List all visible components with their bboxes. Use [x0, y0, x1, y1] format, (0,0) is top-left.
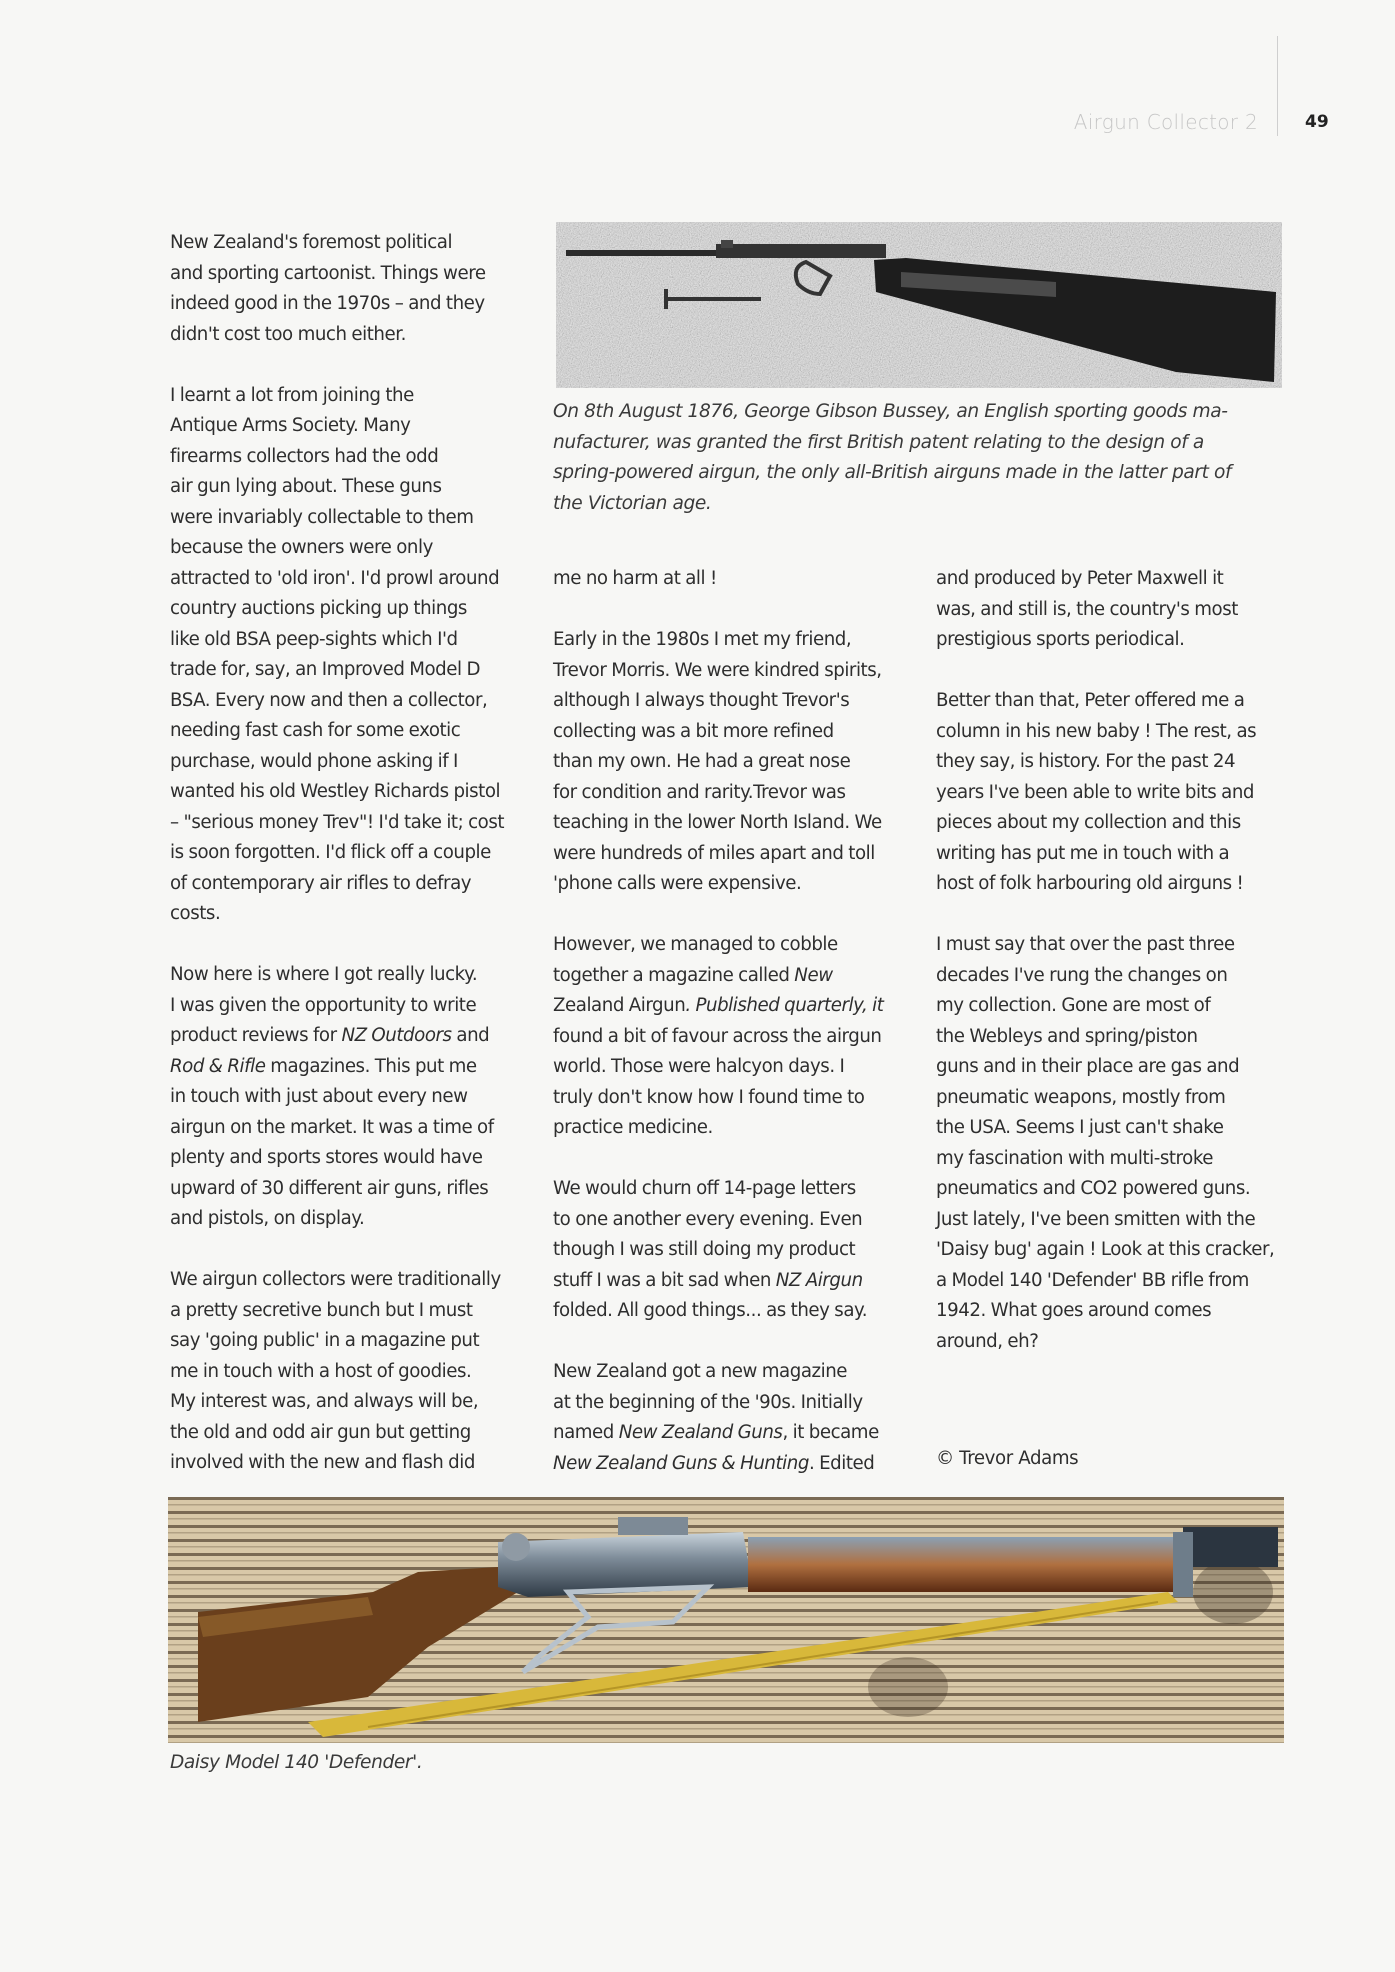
- text-line: I must say that over the past three: [936, 934, 1235, 955]
- text-line: plenty and sports stores would have: [170, 1147, 483, 1168]
- paragraph: [170, 381, 530, 930]
- paragraph: [936, 930, 1296, 1357]
- text-line: were hundreds of miles apart and toll: [553, 842, 875, 864]
- text-line: 'phone calls were expensive.: [553, 873, 802, 894]
- text-line: say 'going public' in a magazine put: [170, 1330, 480, 1351]
- text-line: purchase, would phone asking if I: [170, 750, 458, 772]
- text-line: indeed good in the 1970s – and they: [170, 293, 485, 314]
- text-line: world. Those were halcyon days. I: [553, 1056, 845, 1077]
- text-line: in touch with just about every new: [170, 1086, 468, 1107]
- header-divider: [1277, 36, 1278, 136]
- italic-title: Rod & Rifle: [170, 1055, 266, 1077]
- text-line: a Model 140 'Defender' BB rifle from: [936, 1269, 1249, 1291]
- text-line: truly don't know how I found time to: [553, 1086, 865, 1108]
- text-line: 'Daisy bug' again ! Look at this cracker,: [936, 1239, 1275, 1260]
- text-line: We airgun collectors were traditionally: [170, 1269, 501, 1290]
- text-line: host of folk harbouring old airguns !: [936, 873, 1244, 894]
- text-line: my fascination with multi-stroke: [936, 1147, 1214, 1169]
- text-line: stuff I was a bit sad when NZ Airgun: [553, 1269, 863, 1291]
- bussey-airgun-photo: [556, 222, 1282, 388]
- text-line: me in touch with a host of goodies.: [170, 1360, 472, 1382]
- text-line: pieces about my collection and this: [936, 812, 1241, 833]
- text-line: airgun on the market. It was a time of: [170, 1116, 494, 1138]
- text-line: Better than that, Peter offered me a: [936, 690, 1245, 711]
- text-line: and sporting cartoonist. Things were: [170, 262, 486, 284]
- caption-line: nufacturer, was granted the first British patent relating to the design of a: [553, 431, 1204, 453]
- text-line: Zealand Airgun. Published quarterly, it: [553, 995, 884, 1016]
- text-line: wanted his old Westley Richards pistol: [170, 781, 501, 802]
- text-line: though I was still doing my product: [553, 1239, 856, 1260]
- text-line: Early in the 1980s I met my friend,: [553, 629, 852, 650]
- text-line: at the beginning of the '90s. Initially: [553, 1391, 863, 1413]
- text-line: around, eh?: [936, 1330, 1039, 1352]
- paragraph: [553, 564, 913, 595]
- text-line: found a bit of favour across the airgun: [553, 1025, 882, 1047]
- caption-line: On 8th August 1876, George Gibson Bussey, an English sporting goods ma-: [553, 401, 1228, 422]
- running-title: Airgun Collector 2: [1073, 110, 1258, 134]
- text-line: the old and odd air gun but getting: [170, 1421, 471, 1443]
- top-figure-caption: [553, 397, 1293, 519]
- article-column-3: [936, 564, 1296, 1388]
- text-line: teaching in the lower North Island. We: [553, 812, 882, 833]
- daisy-rifle-icon: [168, 1497, 1284, 1743]
- text-line: upward of 30 different air guns, rifles: [170, 1177, 489, 1199]
- text-line: 1942. What goes around comes: [936, 1300, 1212, 1321]
- text-line: involved with the new and flash did: [170, 1452, 475, 1473]
- italic-title: New Zealand Guns: [618, 1422, 783, 1443]
- text-line: and produced by Peter Maxwell it: [936, 568, 1224, 589]
- text-line: although I always thought Trevor's: [553, 690, 850, 711]
- italic-title: New Zealand Guns & Hunting: [553, 1452, 809, 1474]
- text-line: of contemporary air rifles to defray: [170, 872, 472, 894]
- text-line: – "serious money Trev"! I'd take it; cost: [170, 811, 505, 833]
- bottom-figure-caption: Daisy Model 140 'Defender'.: [170, 1752, 423, 1773]
- text-line: column in his new baby ! The rest, as: [936, 720, 1257, 742]
- text-line: me no harm at all !: [553, 568, 717, 589]
- text-line: because the owners were only: [170, 537, 433, 558]
- text-line: needing fast cash for some exotic: [170, 720, 461, 741]
- text-line: New Zealand's foremost political: [170, 232, 453, 253]
- article-column-2: [553, 564, 913, 1510]
- text-line: they say, is history. For the past 24: [936, 751, 1236, 772]
- text-line: and pistols, on display.: [170, 1208, 365, 1229]
- text-line: were invariably collectable to them: [170, 506, 474, 528]
- text-line: practice medicine.: [553, 1117, 713, 1138]
- text-line: my collection. Gone are most of: [936, 995, 1211, 1016]
- paragraph: [553, 1174, 913, 1327]
- text-line: attracted to 'old iron'. I'd prowl around: [170, 567, 500, 589]
- paragraph: [170, 1265, 530, 1479]
- italic-title: NZ Outdoors: [341, 1025, 452, 1046]
- text-line: collecting was a bit more refined: [553, 720, 834, 742]
- page-number: 49: [1305, 112, 1329, 132]
- text-line: Rod & Rifle magazines. This put me: [170, 1055, 477, 1077]
- text-line: country auctions picking up things: [170, 598, 467, 619]
- text-line: to one another every evening. Even: [553, 1208, 863, 1230]
- paragraph: [936, 686, 1296, 900]
- text-line: My interest was, and always will be,: [170, 1391, 479, 1412]
- text-line: product reviews for NZ Outdoors and: [170, 1025, 490, 1046]
- paragraph: [553, 930, 913, 1144]
- copyright-credit: © Trevor Adams: [936, 1448, 1079, 1469]
- text-line: writing has put me in touch with a: [936, 842, 1230, 864]
- text-line: firearms collectors had the odd: [170, 445, 439, 467]
- text-line: decades I've rung the changes on: [936, 964, 1228, 986]
- bussey-airgun-icon: [556, 222, 1282, 388]
- paragraph: [553, 1357, 913, 1479]
- text-line: named New Zealand Guns, it became: [553, 1422, 879, 1443]
- daisy-model-140-photo: [168, 1497, 1284, 1743]
- caption-line: spring-powered airgun, the only all-British airguns made in the latter part of: [553, 462, 1232, 483]
- text-line: BSA. Every now and then a collector,: [170, 689, 488, 711]
- text-line: a pretty secretive bunch but I must: [170, 1299, 473, 1321]
- text-line: than my own. He had a great nose: [553, 751, 851, 772]
- text-line: Just lately, I've been smitten with the: [936, 1208, 1256, 1230]
- paragraph: [170, 960, 530, 1235]
- text-line: is soon forgotten. I'd flick off a couple: [170, 842, 491, 863]
- text-line: years I've been able to write bits and: [936, 781, 1255, 803]
- paragraph: [553, 625, 913, 900]
- italic-title: . Published quarterly, it: [685, 995, 884, 1016]
- text-line: I was given the opportunity to write: [170, 994, 477, 1016]
- text-line: guns and in their place are gas and: [936, 1056, 1240, 1077]
- paragraph: [170, 228, 530, 350]
- text-line: prestigious sports periodical.: [936, 629, 1185, 650]
- text-line: New Zealand Guns & Hunting. Edited: [553, 1452, 875, 1474]
- article-column-1: [170, 228, 530, 1509]
- caption-line: the Victorian age.: [553, 492, 712, 514]
- text-line: However, we managed to cobble: [553, 934, 838, 955]
- text-line: didn't cost too much either.: [170, 323, 406, 345]
- italic-title: NZ Airgun: [775, 1269, 863, 1291]
- text-line: the Webleys and spring/piston: [936, 1025, 1198, 1047]
- text-line: for condition and rarity.Trevor was: [553, 781, 846, 803]
- italic-title: New: [794, 964, 833, 986]
- text-line: trade for, say, an Improved Model D: [170, 659, 480, 680]
- text-line: air gun lying about. These guns: [170, 476, 442, 497]
- text-line: Trevor Morris. We were kindred spirits,: [553, 659, 882, 681]
- text-line: the USA. Seems I just can't shake: [936, 1117, 1224, 1138]
- text-line: We would churn off 14-page letters: [553, 1178, 856, 1199]
- text-line: I learnt a lot from joining the: [170, 384, 414, 406]
- text-line: like old BSA peep-sights which I'd: [170, 628, 458, 650]
- text-line: New Zealand got a new magazine: [553, 1361, 848, 1382]
- paragraph: [936, 564, 1296, 656]
- text-line: was, and still is, the country's most: [936, 598, 1238, 620]
- text-line: costs.: [170, 903, 221, 924]
- text-line: Now here is where I got really lucky.: [170, 964, 478, 985]
- text-line: pneumatic weapons, mostly from: [936, 1086, 1226, 1108]
- text-line: together a magazine called New: [553, 964, 833, 986]
- text-line: Antique Arms Society. Many: [170, 415, 411, 436]
- text-line: pneumatics and CO2 powered guns.: [936, 1178, 1251, 1199]
- text-line: folded. All good things... as they say.: [553, 1300, 868, 1321]
